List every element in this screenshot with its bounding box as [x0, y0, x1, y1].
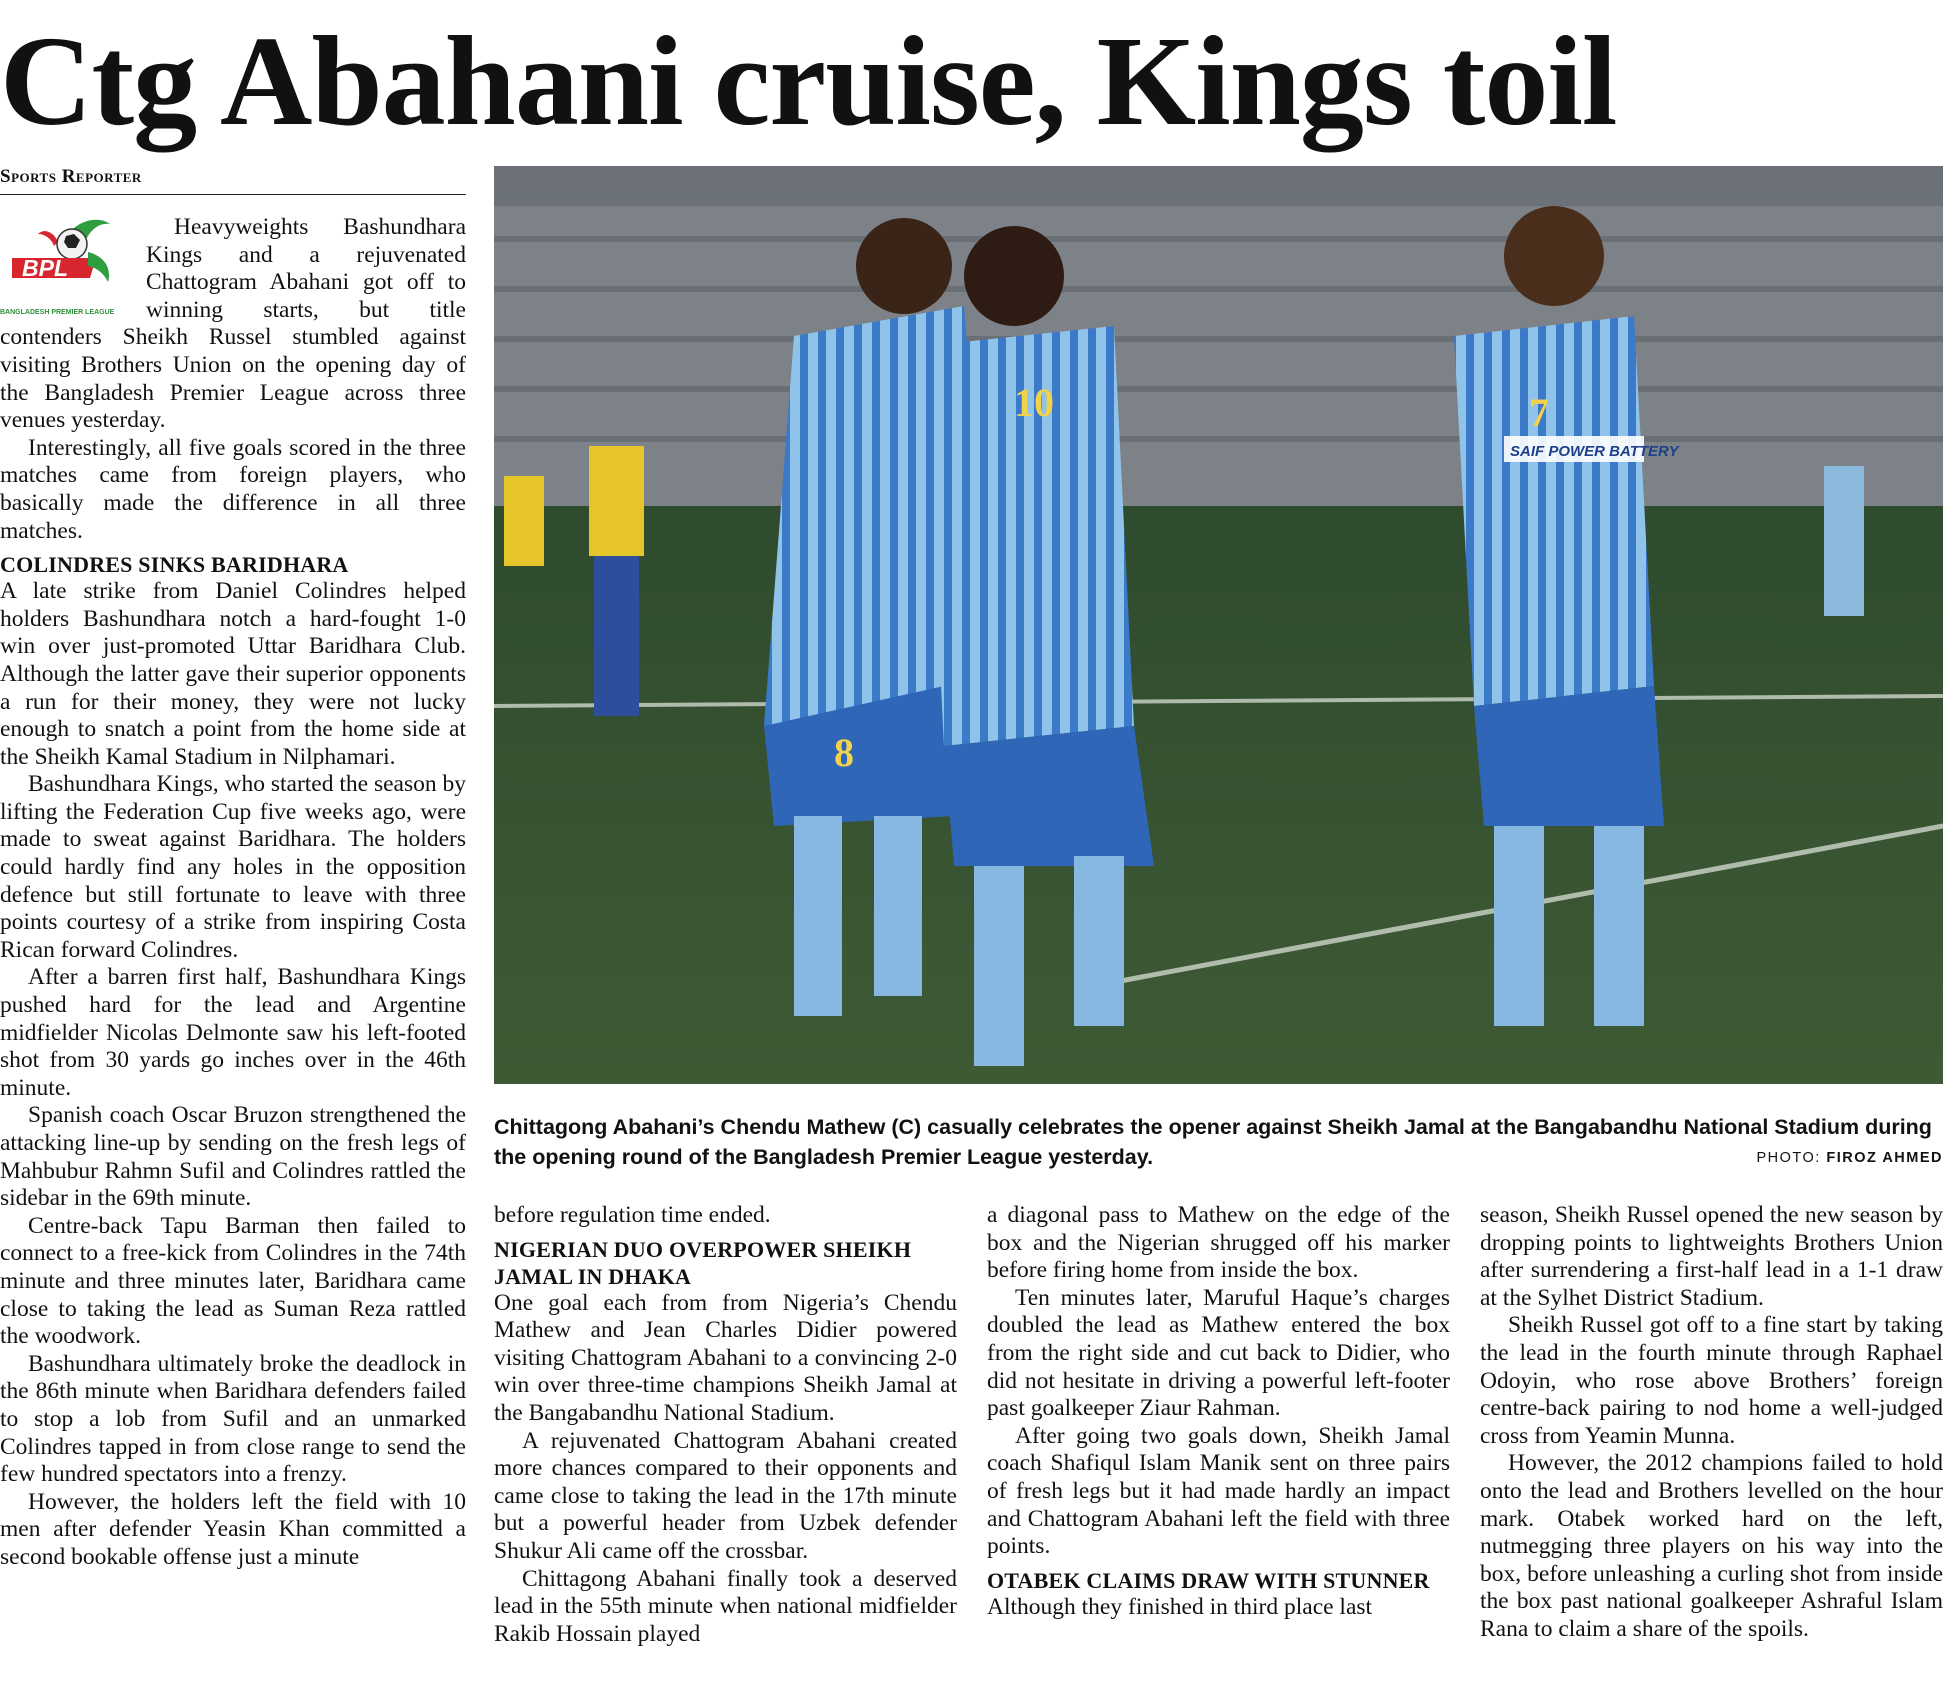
paragraph: Heavyweights Bashundhara Kings and a rejuvenated Chattogram Abahani got off to winning starts, but title contenders Sheikh Russel stumbled against visiting Brothers Union on the opening day of the Bangladesh Premier League across three venues yesterday.: [0, 214, 466, 434]
article-column-3: [987, 1202, 1450, 1621]
jersey-number-right: 7: [1529, 390, 1549, 435]
paragraph: However, the holders left the field with 10 men after defender Yeasin Khan committed a second bookable offense just a minute: [0, 1488, 466, 1570]
paragraph: A late strike from Daniel Colindres helped holders Bashundhara notch a hard-fought 1-0 win over just-promoted Uttar Baridhara Club. Although the latter gave their superior opponents a run for their money, they were not lucky enough to snatch a point from the home side at the Sheikh Kamal Stadium in Nilphamari.: [0, 578, 466, 770]
jersey-number-center: 10: [1014, 380, 1054, 425]
article-column-1: [0, 214, 466, 1572]
jersey-number-left: 8: [834, 730, 854, 775]
photo-caption: Chittagong Abahani’s Chendu Mathew (C) casually celebrates the opener against Sheikh Jamal at the Bangabandhu National Stadium during the opening round of the Bangladesh Premier League yesterday.: [494, 1115, 1932, 1169]
paragraph: Spanish coach Oscar Bruzon strengthened the attacking line-up by sending on the fresh legs of Mahbubur Rahmn Sufil and Colindres rattled the sidebar in the 69th minute.: [0, 1102, 466, 1212]
headline: Ctg Abahani cruise, Kings toil: [0, 10, 1617, 152]
celebration-illustration: [494, 166, 1943, 1084]
paragraph: A rejuvenated Chattogram Abahani created more chances compared to their opponents and came close to taking the lead in the 17th minute but a powerful header from Uzbek defender Shukur Ali came off the crossbar.: [494, 1427, 957, 1564]
photo-credit-label: PHOTO:: [1756, 1150, 1827, 1166]
paragraph: One goal each from from Nigeria’s Chendu Mathew and Jean Charles Didier powered visiting Chattogram Abahani to a convincing 2-0 win over three-time champions Sheikh Jamal at the Bangabandhu National Stadium.: [494, 1289, 957, 1426]
paragraph: Chittagong Abahani finally took a deserved lead in the 55th minute when national midfielder Rakib Hossain played: [494, 1565, 957, 1647]
subheading: COLINDRES SINKS BARIDHARA: [0, 552, 349, 578]
jersey-sponsor: SAIF POWER BATTERY: [1510, 443, 1679, 460]
paragraph: Centre-back Tapu Barman then failed to connect to a free-kick from Colindres in the 74th minute and three minutes later, Baridhara came close to taking the lead as Suman Reza rattled the woodwork.: [0, 1212, 466, 1350]
paragraph: After going two goals down, Sheikh Jamal coach Shafiqul Islam Manik sent on three pairs of fresh legs but it had made hardly an impact and Chattogram Abahani left the field with three points.: [987, 1422, 1450, 1560]
paragraph: Ten minutes later, Maruful Haque’s charges doubled the lead as Mathew entered the box from the right side and cut back to Didier, who did not hesitate in driving a powerful left-footer past goalkeeper Ziaur Rahman.: [987, 1284, 1450, 1422]
paragraph: season, Sheikh Russel opened the new season by dropping points to lightweights Brothers Union after surrendering a first-half lead in a 1-1 draw at the Sylhet District Stadium.: [1480, 1202, 1943, 1311]
paragraph: before regulation time ended.: [494, 1202, 771, 1228]
paragraph: a diagonal pass to Mathew on the edge of the box and the Nigerian shrugged off his marker before firing home from inside the box.: [987, 1202, 1450, 1284]
bpl-logo: [0, 216, 138, 314]
subheading: NIGERIAN DUO OVERPOWER SHEIKH JAMAL IN DHAKA: [494, 1236, 912, 1289]
byline: Sports Reporter: [0, 166, 466, 195]
photo-credit: [1756, 1150, 1943, 1166]
paragraph: Bashundhara Kings, who started the season by lifting the Federation Cup five weeks ago, were made to sweat against Baridhara. The holders could hardly find any holes in the opposition defence but still fortunate to leave with three points courtesy of a strike from inspiring Costa Rican forward Colindres.: [0, 771, 466, 963]
paragraph: Interestingly, all five goals scored in the three matches came from foreign players, who basically made the difference in all three matches.: [0, 434, 466, 544]
paragraph: After a barren first half, Bashundhara Kings pushed hard for the lead and Argentine midfielder Nicolas Delmonte saw his left-footed shot from 30 yards go inches over in the 46th minute.: [0, 964, 466, 1101]
bpl-logo-abbr: BPL: [22, 255, 68, 281]
subheading: OTABEK CLAIMS DRAW WITH STUNNER: [987, 1567, 1430, 1593]
article-column-4: [1480, 1202, 1943, 1644]
photo-credit-name: FIROZ AHMED: [1826, 1150, 1943, 1166]
paragraph: Although they finished in third place last: [987, 1593, 1373, 1620]
paragraph: Sheikh Russel got off to a fine start by taking the lead in the fourth minute through Raphael Odoyin, who rose above Brothers’ foreign centre-back pairing to nod home a well-judged cross from Yeamin Munna.: [1480, 1312, 1943, 1449]
paragraph: Bashundhara ultimately broke the deadlock in the 86th minute when Baridhara defenders failed to stop a lob from Sufil and an unmarked Colindres tapped in from close range to send the few hundred spectators into a frenzy.: [0, 1350, 466, 1488]
article-column-2: [494, 1202, 957, 1648]
paragraph: However, the 2012 champions failed to hold onto the lead and Brothers levelled on the hour mark. Otabek worked hard on the left, nutmegging three players on his way into the box, before unleashing a curling shot from inside the box past national goalkeeper Ashraful Islam Rana to claim a share of the spoils.: [1480, 1450, 1943, 1642]
bpl-logo-text: BANGLADESH PREMIER LEAGUE: [0, 309, 115, 316]
match-photo: [494, 166, 1943, 1084]
